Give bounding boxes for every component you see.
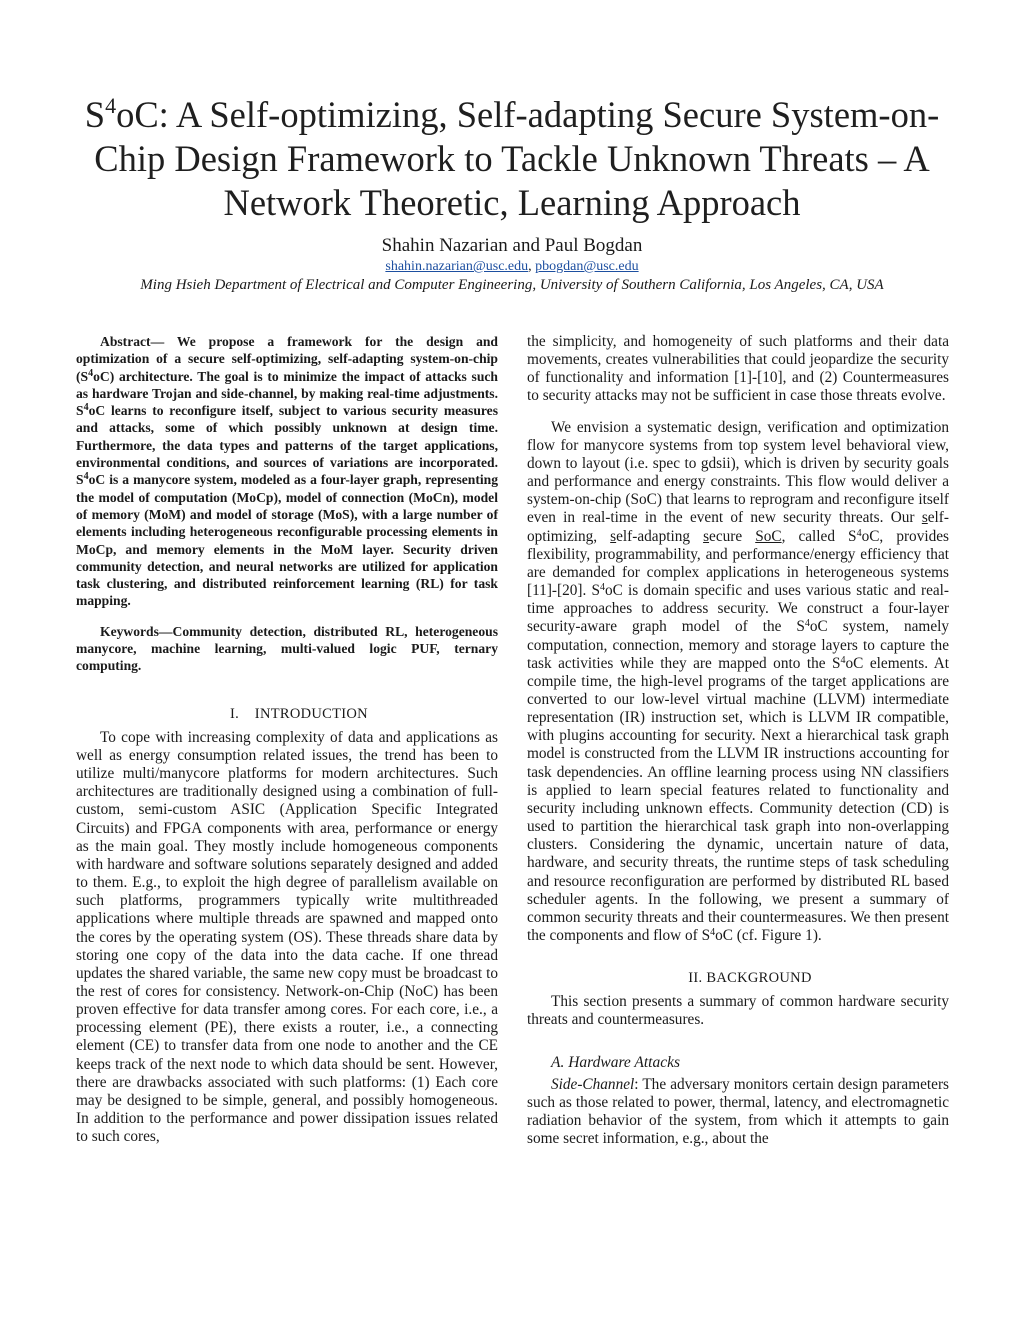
section-heading-background: II. BACKGROUND: [688, 970, 812, 987]
intro-paragraph-1: To cope with increasing complexity of data and applications as well as energy consumption related issues, the trend has been to utilize multi/manycore platforms for modern architectures. Such architectures are traditionally designed using a combination of full-custom, semi-custom ASIC (Application Specific Integrated Circuits) and FPGA components with area, performance or energy as the main goal. They mostly include homogeneous components with hardware and software solutions separately designed and added to them. E.g., to exploit the high degree of parallelism available on such platforms, programmers typically write multithreaded applications where multiple threads are spawned and mapped onto the cores by the operating system (OS). These threads share data by storing one copy of the data into the data cache. If one thread updates the shared variable, the same new copy must be broadcast to the rest of cores for consistency. Network-on-Chip (NoC) has been proven effective for data transfer among cores. For each core, i.e., a processing element (PE), there exists a router, i.e., a connecting element (CE) to transfer data from one node to another and the CE keeps track of the next node to which data should be sent. However, there are drawbacks associated with such platforms: (1) Each core may be designed to be simple, general, and possibly homogeneous. In addition to the performance and power dissipation issues related to such cores,: [76, 728, 498, 1146]
email-link-bogdan[interactable]: pbogdan@usc.edu: [535, 259, 639, 274]
intro-paragraph-1-continued: the simplicity, and homogeneity of such platforms and their data movements, creates vulnerabilities that could jeopardize the security of functionality and information [1]-[10], and (2) Countermeasures to security attacks may not be sufficient in case those threats evolve.: [527, 333, 949, 405]
paper-title: $S^4oC$: A Self-optimizing, Self-adapting Secure System-on-Chip Design Framework to Tackle Unknown Threats – A Network Theoretic, Learning Approach: [84, 93, 940, 223]
intro-paragraph-2: We envision a systematic design, verification and optimization flow for manycore systems from top system level behavioral view, down to layout (i.e. spec to gdsii), which is driven by security goals and performance and energy constraints. This flow would deliver a system-on-chip (SoC) that learns to reprogram and reconfigure itself even in real-time in the event of new security threats. Our self-optimizing, self-adapting secure SoC, called $S^4oC$, provides flexibility, programmability, and performance/energy efficiency that are demanded for complex applications in heterogeneous systems [11]-[20]. $S^4oC$ is domain specific and uses various static and real-time approaches to address security. We construct a four-layer security-aware graph model of the $S^4oC$ system, namely computation, connection, memory and storage layers to capture the task activities while they are mapped onto the $S^4oC$ elements. At compile time, the high-level programs of the target applications are converted to our low-level virtual machine (LLVM) intermediate representation (IR) instruction set, which is LLVM IR compatible, with plugins accounting for security. Next a hierarchical task graph model is constructed from the LLVM IR instructions accounting for task dependencies. An offline learning process using NN classifiers is applied to learn special features related to functionality and security including unknown effects. Community detection (CD) is used to partition the hierarchical task graph into non-overlapping clusters. Considering the dynamic, uncertain nature of data, hardware, and security threats, the runtime steps of task scheduling and resource reconfiguration are performed by distributed RL based scheduler agents. In the following, we present a summary of common security threats and their countermeasures. We then present the components and flow of $S^4oC$ (cf. Figure 1).: [527, 418, 950, 944]
affiliation: Ming Hsieh Department of Electrical and Computer Engineering, University of Southern California, Los Angeles, CA, USA: [140, 277, 884, 293]
left-column: [76, 333, 498, 1146]
subsection-heading-hardware-attacks: A. Hardware Attacks: [551, 1053, 681, 1071]
side-channel-paragraph: Side-Channel: The adversary monitors certain design parameters such as those related to power, thermal, latency, and electromagnetic radiation behavior of the system, from which it attempts to gain some secret information, e.g., about the: [527, 1075, 949, 1148]
background-paragraph: This section presents a summary of common hardware security threats and countermeasures.: [527, 993, 949, 1029]
abstract: Abstract— We propose a framework for the design and optimization of a secure self-optimizing, self-adapting system-on-chip $(S^4oC)$ architecture. The goal is to minimize the impact of attacks such as hardware Trojan and side-channel, by making real-time adjustments. $S^4oC$ learns to reconfigure itself, subject to various security measures and attacks, some of which possibly unknown at design time. Furthermore, the data types and patterns of the target applications, environmental conditions, and sources of variations are incorporated. $S^4oC$ is a manycore system, modeled as a four-layer graph, representing the model of computation (MoCp), model of connection (MoCn), model of memory (MoM) and model of storage (MoS), with a large number of elements including heterogeneous reconfigurable processing elements in MoCp, and memory elements in the MoM layer. Security driven community detection, and neural networks are utilized for application task clustering, and distributed reinforcement learning (RL) for task mapping.: [76, 334, 498, 609]
author-emails: shahin.nazarian@usc.edu, pbogdan@usc.edu: [385, 259, 639, 274]
email-link-nazarian[interactable]: shahin.nazarian@usc.edu: [385, 259, 529, 274]
keywords: Keywords—Community detection, distributed RL, heterogeneous manycore, machine learning, multi-valued logic PUF, ternary computing.: [76, 623, 498, 674]
right-column: [527, 333, 949, 1148]
author-names: Shahin Nazarian and Paul Bogdan: [381, 235, 643, 256]
section-heading-introduction: I. INTRODUCTION: [230, 705, 368, 722]
